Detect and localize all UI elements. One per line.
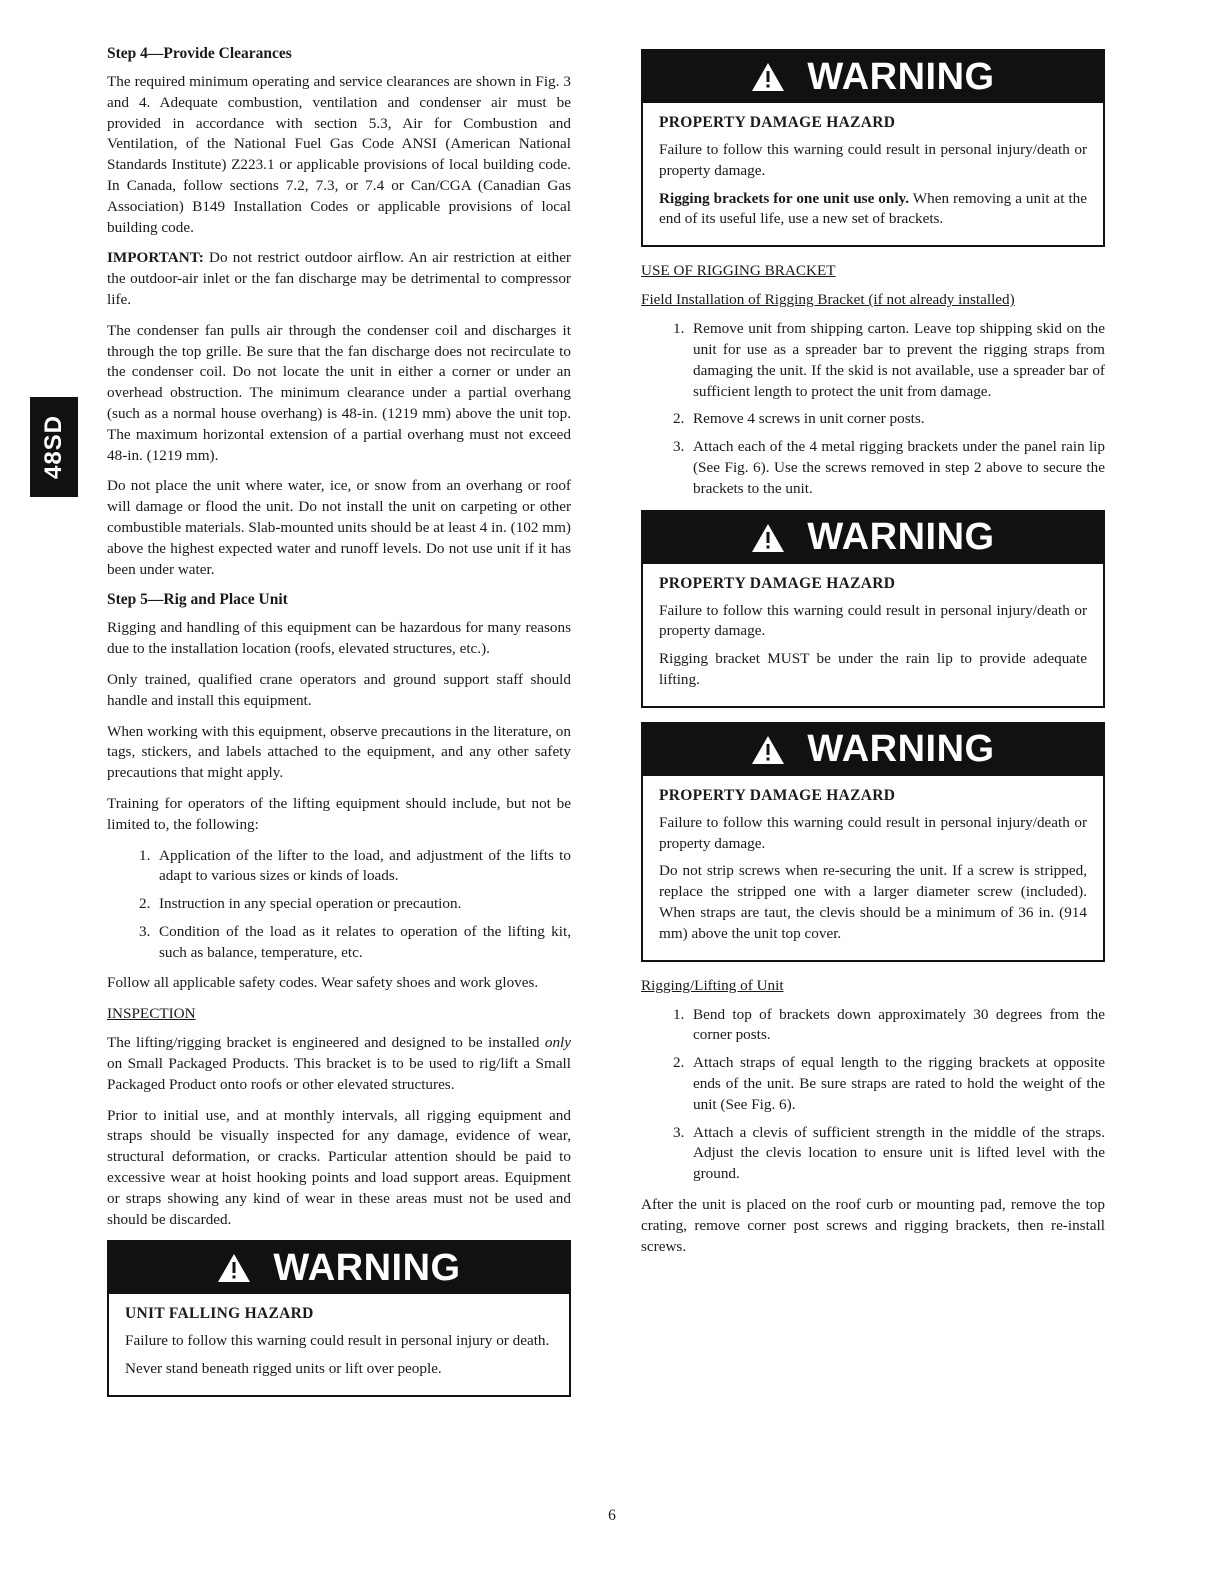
- step4-paragraph-4: Do not place the unit where water, ice, or snow from an overhang or roof will damage or flood the unit. Do not install the unit on carpeting or other combustible materials. Slab-mounted units should be at least 4 in. (102 mm) above the highest expected water and runoff levels. Do not use unit if it has been under water.: [107, 477, 571, 578]
- list-item: [641, 1053, 1105, 1115]
- warning-line-1: Failure to follow this warning could result in personal injury/death or property damage.: [659, 141, 1087, 179]
- warning-line-1: Failure to follow this warning could result in personal injury/death or property damage.: [659, 813, 1087, 852]
- list-item: [641, 319, 1105, 402]
- warning-label: WARNING: [807, 728, 995, 771]
- field-installation-list: [641, 319, 1105, 499]
- list-text: Application of the lifter to the load, and adjustment of the lifts to adapt to various sizes or kinds of loads.: [159, 846, 571, 885]
- side-tab-label: 48SD: [40, 414, 68, 480]
- list-text: Attach a clevis of sufficient strength in the middle of the straps. Adjust the clevis location to ensure unit is lifted level with the ground.: [693, 1123, 1105, 1183]
- inspection-paragraph-1: [107, 1033, 571, 1095]
- warning-line-2: Never stand beneath rigged units or lift over people.: [125, 1360, 442, 1378]
- warning-body: [109, 1294, 569, 1395]
- warning-header: [643, 51, 1103, 103]
- list-number: 2.: [673, 1054, 685, 1072]
- warning-label: WARNING: [807, 516, 995, 559]
- warning-line-1: Failure to follow this warning could result in personal injury/death or property damage.: [659, 601, 1087, 640]
- step4-paragraph-1: The required minimum operating and service clearances are shown in Fig. 3 and 4. Adequate combustion, ventilation and condenser air must be provided in accordance with section 5.3, Air for Combustion and Ventilation, of the National Fuel Gas Code ANSI (American National Standards Institute) Z223.1 or applicable provisions of local building code. In Canada, follow sections 7.2, 7.3, or 7.4 or Can/CGA (Canadian Gas Association) B149 Installation Codes or applicable provisions of local building code.: [107, 73, 571, 236]
- warning-line-2: [659, 189, 1087, 231]
- list-number: 2.: [139, 895, 151, 913]
- rigging-list: [641, 1005, 1105, 1185]
- list-text: Attach each of the 4 metal rigging brackets under the panel rain lip (See Fig. 6). Use the screws removed in step 2 above to secure the brackets to the unit.: [693, 438, 1105, 497]
- warning-rest-text: When removing a unit at the end of its useful life, use a new set of brackets.: [659, 189, 1087, 228]
- warning-title: PROPERTY DAMAGE HAZARD: [659, 574, 896, 592]
- list-item: [107, 846, 571, 888]
- warning-header: [643, 512, 1103, 564]
- training-list: [107, 846, 571, 964]
- left-column: [107, 44, 571, 1411]
- list-number: 2.: [673, 410, 685, 428]
- warning-triangle-icon: [217, 1253, 251, 1283]
- warning-box-strip-screws: [641, 722, 1105, 962]
- list-text: Attach straps of equal length to the rigging brackets at opposite ends of the unit. Be sure straps are rated to hold the weight of the unit (See Fig. 6).: [693, 1054, 1105, 1113]
- list-text: Remove unit from shipping carton. Leave top shipping skid on the unit for use as a spreader bar to prevent the rigging straps from damaging the unit. If the skid is not available, use a spreader bar of sufficient length to protect the unit from damage.: [693, 320, 1105, 400]
- list-text: Bend top of brackets down approximately 30 degrees from the corner posts.: [693, 1005, 1105, 1044]
- after-placement-paragraph: After the unit is placed on the roof curb or mounting pad, remove the top crating, remove corner post screws and rigging brackets, then re-install screws.: [641, 1195, 1105, 1255]
- warning-line-1: Failure to follow this warning could result in personal injury or death.: [125, 1332, 550, 1350]
- list-item: [641, 437, 1105, 499]
- inspection-text-b: on Small Packaged Products. This bracket is to be used to rig/lift a Small Packaged Product onto roofs or other elevated structures.: [107, 1055, 571, 1093]
- warning-label: WARNING: [273, 1246, 461, 1289]
- warning-triangle-icon: [751, 735, 785, 765]
- step5-paragraph-1: Rigging and handling of this equipment can be hazardous for many reasons due to the installation location (roofs, elevated structures, etc.).: [107, 619, 571, 658]
- step5-paragraph-4: Training for operators of the lifting equipment should include, but not be limited to, the following:: [107, 794, 571, 833]
- inspection-paragraph-2: Prior to initial use, and at monthly intervals, all rigging equipment and straps should be visually inspected for any damage, evidence of wear, structural deformation, or cracks. Particular attention should be paid to excessive wear at hoist hooking points and load support areas. Equipment or straps showing any kind of wear in these areas must not be used and should be discarded.: [107, 1106, 571, 1228]
- warning-line-2: Do not strip screws when re-securing the unit. If a screw is stripped, replace the stripped one with a larger diameter screw (included). When straps are taut, the clevis should be a minimum of 36 in. (914 mm) above the unit top cover.: [659, 862, 1087, 942]
- side-tab: [30, 397, 78, 497]
- inspection-heading: INSPECTION: [107, 1005, 196, 1023]
- step4-heading: Step 4—Provide Clearances: [107, 45, 292, 62]
- list-text: Instruction in any special operation or precaution.: [159, 895, 462, 913]
- list-number: 3.: [673, 438, 685, 456]
- warning-header: [643, 724, 1103, 776]
- list-item: [641, 1123, 1105, 1185]
- step5-heading: Step 5—Rig and Place Unit: [107, 591, 288, 609]
- list-item: [641, 409, 1105, 430]
- warning-label: WARNING: [807, 55, 995, 98]
- warning-box-rain-lip: [641, 510, 1105, 708]
- list-number: 3.: [673, 1123, 685, 1141]
- warning-title: UNIT FALLING HAZARD: [125, 1305, 314, 1323]
- step4-paragraph-3: The condenser fan pulls air through the condenser coil and discharges it through the top grille. Be sure that the fan discharge does not recirculate to the condenser coil. Do not locate the unit in either a corner or under an overhead obstruction. The minimum clearance under a partial overhang (such as a normal house overhang) is 48-in. (1219 mm) above the unit top. The maximum horizontal extension of a partial overhang must not exceed 48-in. (1219 mm).: [107, 321, 571, 464]
- list-number: 1.: [673, 1005, 685, 1023]
- warning-title: PROPERTY DAMAGE HAZARD: [659, 114, 896, 131]
- warning-box-unit-falling: [107, 1240, 571, 1397]
- page-number: 6: [608, 1507, 616, 1524]
- important-text: Do not restrict outdoor airflow. An air restriction at either the outdoor-air inlet or the fan discharge may be detrimental to compressor life.: [107, 249, 571, 308]
- list-item: [641, 1005, 1105, 1047]
- list-number: 1.: [139, 846, 151, 864]
- list-item: [107, 922, 571, 964]
- step5-paragraph-2: Only trained, qualified crane operators and ground support staff should handle and install this equipment.: [107, 670, 571, 709]
- warning-header: [109, 1242, 569, 1294]
- list-number: 1.: [673, 320, 685, 338]
- warning-line-2: Rigging bracket MUST be under the rain lip to provide adequate lifting.: [659, 650, 1087, 688]
- warning-body: [643, 103, 1103, 245]
- step5-paragraph-3: When working with this equipment, observe precautions in the literature, on tags, stickers, and labels attached to the equipment, and any other safety precautions that might apply.: [107, 722, 571, 782]
- important-note: [107, 248, 571, 310]
- field-installation-heading: Field Installation of Rigging Bracket (if not already installed): [641, 291, 1015, 309]
- step5-paragraph-5: Follow all applicable safety codes. Wear safety shoes and work gloves.: [107, 974, 539, 992]
- warning-triangle-icon: [751, 523, 785, 553]
- warning-body: [643, 564, 1103, 706]
- warning-box-rigging-one-use: [641, 49, 1105, 247]
- use-of-rigging-heading: USE OF RIGGING BRACKET: [641, 262, 836, 280]
- warning-title: PROPERTY DAMAGE HAZARD: [659, 786, 896, 804]
- list-item: [107, 894, 571, 915]
- rigging-lifting-heading: Rigging/Lifting of Unit: [641, 976, 784, 994]
- list-text: Condition of the load as it relates to operation of the lifting kit, such as balance, temperature, etc.: [159, 922, 571, 961]
- warning-body: [643, 776, 1103, 960]
- right-column: [641, 49, 1105, 1267]
- list-text: Remove 4 screws in unit corner posts.: [693, 410, 925, 428]
- list-number: 3.: [139, 922, 151, 940]
- inspection-emphasis: only: [544, 1034, 571, 1052]
- warning-triangle-icon: [751, 62, 785, 92]
- important-label: IMPORTANT:: [107, 249, 204, 267]
- warning-bold-text: Rigging brackets for one unit use only.: [659, 189, 910, 207]
- inspection-text-a: The lifting/rigging bracket is engineered and designed to be installed: [107, 1034, 545, 1052]
